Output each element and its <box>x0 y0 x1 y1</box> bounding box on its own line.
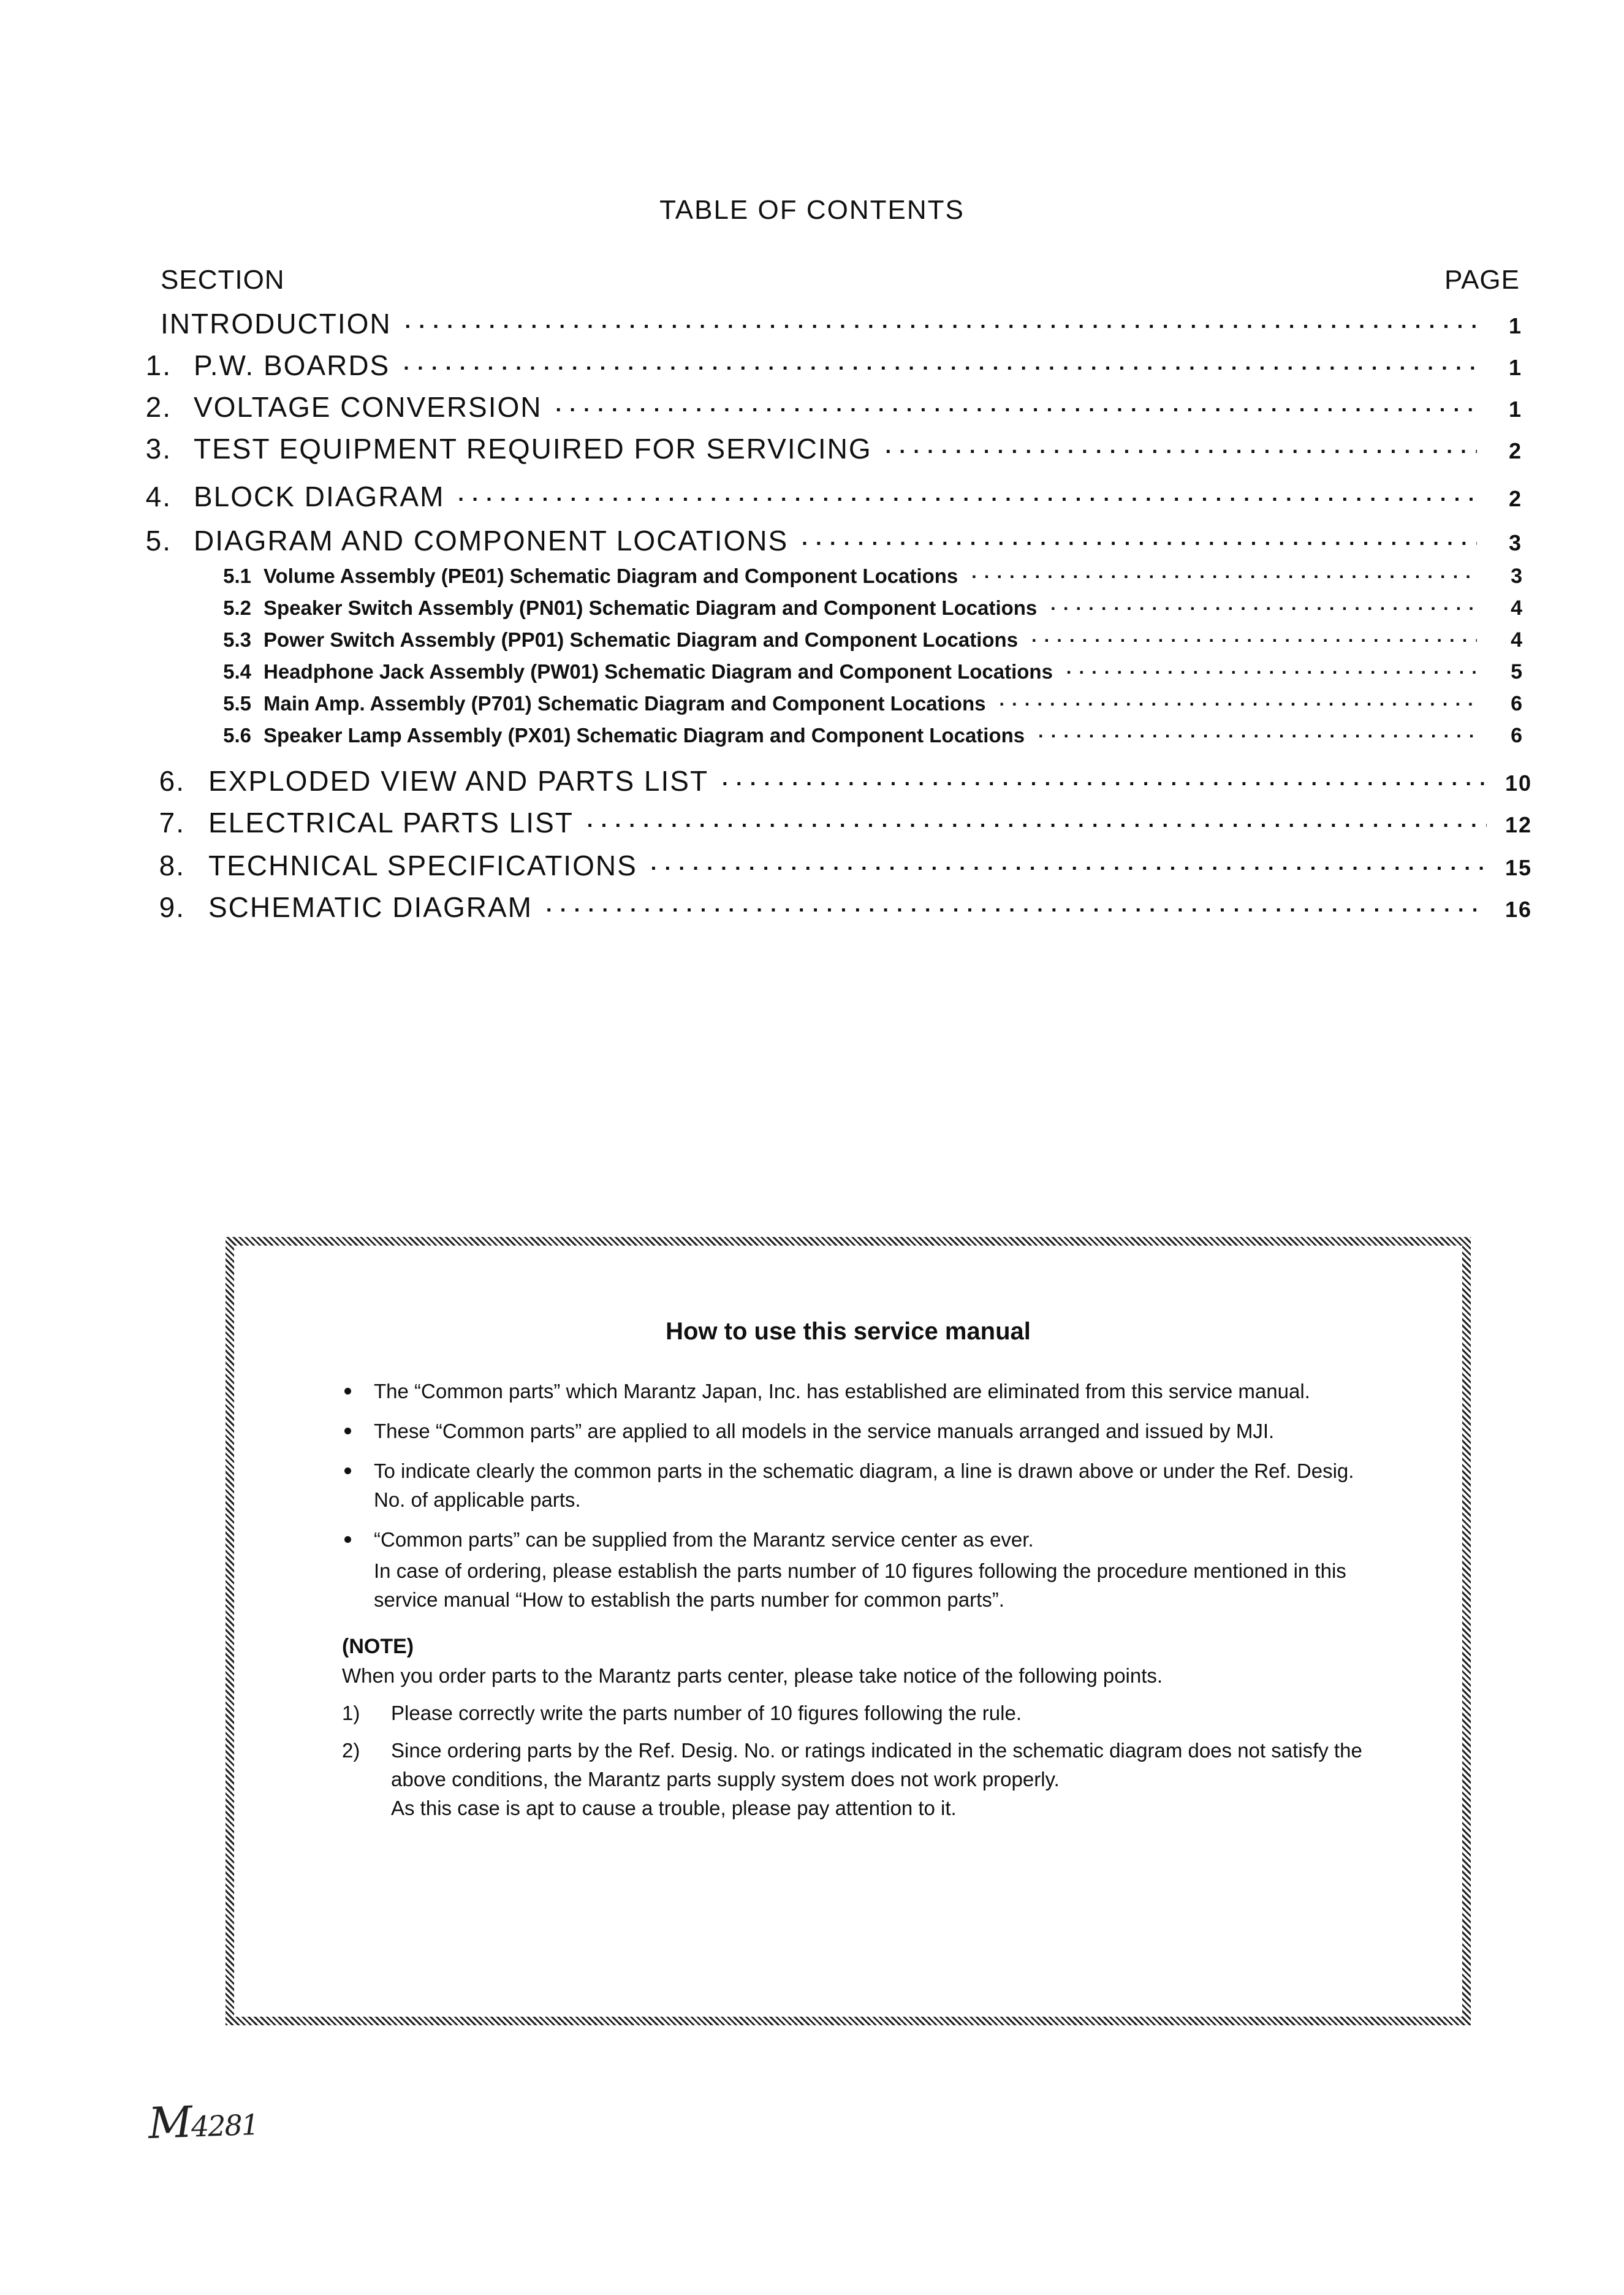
toc-entry[interactable] <box>0 347 1624 384</box>
toc-entry[interactable] <box>0 804 1624 841</box>
leader-dots <box>403 347 1477 375</box>
toc-subentry-number: 5.2 <box>223 596 251 619</box>
toc-subentry-label: Headphone Jack Assembly (PW01) Schematic Diagram and Component Locations <box>264 660 1053 683</box>
toc-entry-page: 15 <box>1504 855 1532 880</box>
toc-entry[interactable] <box>0 763 1624 799</box>
toc-entry-page: 1 <box>1508 313 1522 338</box>
notice-bullet-continuation: In case of ordering, please establish the parts number of 10 figures following the procedure mentioned in this service manual “How to establish the parts number for common parts”. <box>374 1559 1346 1611</box>
notice-bullet: These “Common parts” are applied to all models in the service manuals arranged and issued by MJI. <box>342 1417 1384 1445</box>
toc-entry[interactable] <box>0 389 1624 425</box>
leader-dots <box>971 563 1477 583</box>
toc-entry-page: 2 <box>1508 438 1522 463</box>
toc-subentry-page: 4 <box>1511 628 1522 652</box>
toc-entry-number: 2. <box>145 391 172 423</box>
note-text: When you order parts to the Marantz parts center, please take notice of the following points. <box>342 1664 1163 1687</box>
toc-entry-number: 3. <box>145 433 172 465</box>
toc-entry-label: VOLTAGE CONVERSION <box>194 391 542 423</box>
leader-dots <box>651 847 1487 875</box>
toc-subentry-number: 5.4 <box>223 660 251 683</box>
toc-subentry[interactable] <box>0 722 1624 754</box>
leader-dots <box>802 522 1477 550</box>
toc-entry-number: 9. <box>159 891 185 923</box>
notice-bullet: “Common parts” can be supplied from the Marantz service center as ever. <box>342 1525 1384 1554</box>
toc-entry-label: INTRODUCTION <box>161 308 392 340</box>
note-item-text: Since ordering parts by the Ref. Desig. No. or ratings indicated in the schematic diagram does not satisfy the above conditions, the Marantz parts supply system does not work properly. <box>391 1739 1362 1791</box>
notice-bullet: To indicate clearly the common parts in the schematic diagram, a line is drawn above or under the Ref. Desig. No. of applicable parts. <box>342 1456 1384 1514</box>
toc-subentry[interactable] <box>0 690 1624 722</box>
toc-subentry-label: Speaker Lamp Assembly (PX01) Schematic Diagram and Component Locations <box>264 724 1025 747</box>
note-item <box>342 1699 1384 1727</box>
toc-entry-page: 2 <box>1508 486 1522 511</box>
toc-entry-number: 6. <box>159 765 185 797</box>
leader-dots <box>458 478 1477 506</box>
handwritten-letter: M <box>147 2096 192 2149</box>
toc-entry-number: 1. <box>145 349 172 381</box>
notice-body <box>342 1377 1384 1822</box>
toc-entry-label: SCHEMATIC DIAGRAM <box>208 891 533 923</box>
leader-dots <box>1066 658 1477 679</box>
toc-subentry-page: 6 <box>1511 724 1522 747</box>
leader-dots <box>1050 595 1477 615</box>
toc-title: TABLE OF CONTENTS <box>659 195 965 225</box>
toc-subentry-label: Main Amp. Assembly (P701) Schematic Diagram and Component Locations <box>264 692 986 715</box>
toc-entry-page: 3 <box>1508 530 1522 555</box>
toc-entry-label: TEST EQUIPMENT REQUIRED FOR SERVICING <box>194 433 872 465</box>
note-item-continuation: As this case is apt to cause a trouble, please pay attention to it. <box>391 1797 957 1819</box>
toc-subentry[interactable] <box>0 626 1624 658</box>
leader-dots <box>546 889 1487 917</box>
toc-subentry[interactable] <box>0 658 1624 690</box>
toc-subentry[interactable] <box>0 595 1624 626</box>
toc-entry-page: 10 <box>1504 771 1532 796</box>
toc-subentry-label: Volume Assembly (PE01) Schematic Diagram and Component Locations <box>264 565 958 587</box>
leader-dots <box>999 690 1477 710</box>
handwritten-number: 4281 <box>191 2107 259 2144</box>
toc-subentry-number: 5.6 <box>223 724 251 747</box>
toc-entry-number: 5. <box>145 525 172 557</box>
toc-subentry-page: 6 <box>1511 692 1522 715</box>
toc-subentry-label: Speaker Switch Assembly (PN01) Schematic Diagram and Component Locations <box>264 596 1038 619</box>
toc-entry[interactable] <box>0 430 1624 467</box>
section-header: SECTION <box>161 265 285 295</box>
toc-entry[interactable] <box>0 889 1624 926</box>
toc-subentry[interactable] <box>0 563 1624 595</box>
toc-subentry-number: 5.1 <box>223 565 251 587</box>
leader-dots <box>1038 722 1477 742</box>
toc-entry-page: 1 <box>1508 397 1522 422</box>
toc-subentry-label: Power Switch Assembly (PP01) Schematic Diagram and Component Locations <box>264 628 1019 651</box>
leader-dots <box>405 305 1477 333</box>
toc-entry-label: DIAGRAM AND COMPONENT LOCATIONS <box>194 525 789 557</box>
page-header: PAGE <box>1444 265 1520 295</box>
leader-dots <box>556 389 1477 417</box>
toc-subentry-number: 5.3 <box>223 628 251 651</box>
toc-entry-page: 12 <box>1504 812 1532 837</box>
toc-entry[interactable] <box>0 847 1624 884</box>
leader-dots <box>886 430 1477 459</box>
toc-subentry-number: 5.5 <box>223 692 251 715</box>
note-item <box>342 1736 1384 1794</box>
note-item-number: 2) <box>342 1739 360 1762</box>
toc-subentry-page: 5 <box>1511 660 1522 683</box>
note-item-text: Please correctly write the parts number of 10 figures following the rule. <box>391 1702 1022 1724</box>
note-item-number: 1) <box>342 1702 360 1724</box>
notice-box <box>226 1237 1471 2025</box>
leader-dots <box>587 804 1487 832</box>
toc-entry-label: EXPLODED VIEW AND PARTS LIST <box>208 765 709 797</box>
notice-title: How to use this service manual <box>666 1318 1031 1345</box>
notice-bullet: The “Common parts” which Marantz Japan, Inc. has established are eliminated from this service manual. <box>342 1377 1384 1406</box>
toc-entry[interactable] <box>0 478 1624 515</box>
toc-entry-number: 8. <box>159 850 185 881</box>
toc-entry-page: 1 <box>1508 355 1522 380</box>
toc-entry-label: P.W. BOARDS <box>194 349 390 381</box>
toc-entry[interactable] <box>0 522 1624 559</box>
toc-entry-page: 16 <box>1504 897 1532 922</box>
toc-entry-label: TECHNICAL SPECIFICATIONS <box>208 850 637 881</box>
handwritten-annotation <box>148 2095 259 2148</box>
leader-dots <box>1031 626 1477 647</box>
note-heading: (NOTE) <box>342 1635 414 1658</box>
toc-subentry-page: 4 <box>1511 596 1522 620</box>
toc-entry-label: BLOCK DIAGRAM <box>194 481 445 512</box>
leader-dots <box>722 763 1487 791</box>
toc-entry-number: 7. <box>159 807 185 839</box>
toc-subentry-page: 3 <box>1511 565 1522 588</box>
toc-entry[interactable] <box>0 305 1624 342</box>
toc-entry-label: ELECTRICAL PARTS LIST <box>208 807 574 839</box>
toc-entry-number: 4. <box>145 481 172 512</box>
notice-box-inner <box>234 1246 1462 2017</box>
